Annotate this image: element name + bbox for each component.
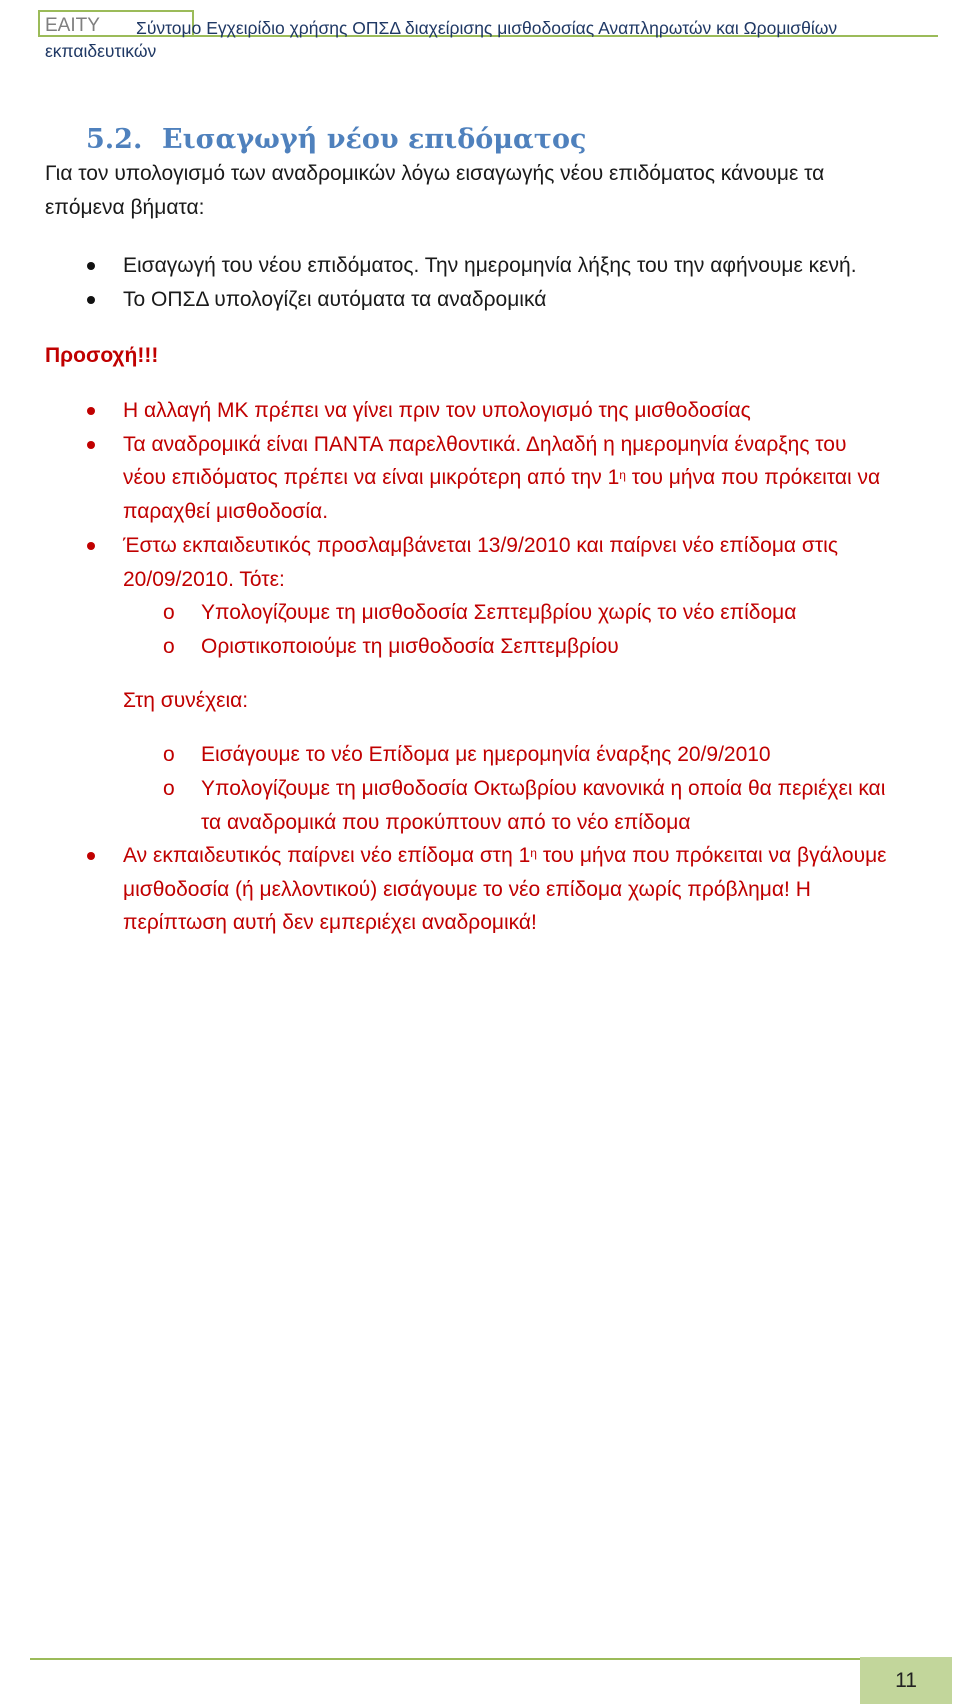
note-3-line-2: 20/09/2010. Τότε: — [123, 568, 285, 591]
step-item-2: Το ΟΠΣΔ υπολογίζει αυτόματα τα αναδρομικά — [123, 288, 547, 311]
bullet-icon — [87, 542, 95, 550]
sub-bullet-icon: o — [163, 635, 175, 658]
note-2-line-2-text-end: του μήνα που πρόκειται να — [625, 466, 881, 489]
superscript: η — [619, 468, 626, 482]
bullet-icon — [87, 852, 95, 860]
sub-bullet-icon: o — [163, 777, 175, 800]
superscript: η — [530, 846, 537, 860]
note-4-line-1 — [123, 843, 887, 869]
step-item-1: Εισαγωγή του νέου επιδόματος. Την ημερομηνία λήξης του την αφήνουμε κενή. — [123, 254, 857, 277]
note-3-line-1: Έστω εκπαιδευτικός προσλαμβάνεται 13/9/2010 και παίρνει νέο επίδομα στις — [123, 534, 838, 557]
bullet-icon — [87, 262, 95, 270]
note-2-line-2 — [123, 465, 880, 491]
page-number: 11 — [895, 1669, 917, 1692]
then-label: Στη συνέχεια: — [123, 689, 249, 712]
section-heading — [86, 124, 586, 155]
note-4-line-3: περίπτωση αυτή δεν εμπεριέχει αναδρομικά! — [123, 911, 537, 934]
intro-line-2: επόμενα βήματα: — [45, 196, 205, 219]
footer-rule — [30, 1658, 952, 1660]
note-2-line-1: Τα αναδρομικά είναι ΠΑΝΤΑ παρελθοντικά. Δηλαδή η ημερομηνία έναρξης του — [123, 433, 847, 456]
header-org: ΕΑΙΤΥ — [45, 15, 100, 36]
intro-line-1: Για τον υπολογισμό των αναδρομικών λόγω εισαγωγής νέου επιδόματος κάνουμε τα — [45, 162, 825, 185]
then-sub-2-line-2: τα αναδρομικά που προκύπτουν από το νέο επίδομα — [201, 811, 691, 834]
then-sub-1: Εισάγουμε το νέο Επίδομα με ημερομηνία έναρξης 20/9/2010 — [201, 743, 771, 766]
section-title: Εισαγωγή νέου επιδόματος — [162, 124, 587, 155]
section-number: 5.2. — [86, 124, 143, 155]
note-2-line-3: παραχθεί μισθοδοσία. — [123, 500, 329, 523]
sub-bullet-icon: o — [163, 743, 175, 766]
bullet-icon — [87, 407, 95, 415]
bullet-icon — [87, 441, 95, 449]
sub-bullet-icon: o — [163, 601, 175, 624]
header-title-continued: εκπαιδευτικών — [45, 41, 157, 61]
note-4-line-2: μισθοδοσία (ή μελλοντικού) εισάγουμε το νέο επίδομα χωρίς πρόβλημα! Η — [123, 878, 811, 901]
note-3-sub-1: Υπολογίζουμε τη μισθοδοσία Σεπτεμβρίου χωρίς το νέο επίδομα — [201, 601, 797, 624]
header-title: Σύντομο Εγχειρίδιο χρήσης ΟΠΣΔ διαχείρισης μισθοδοσίας Αναπληρωτών και Ωρομισθίων — [136, 18, 838, 38]
note-1: Η αλλαγή ΜΚ πρέπει να γίνει πριν τον υπολογισμό της μισθοδοσίας — [123, 399, 751, 422]
warning-label: Προσοχή!!! — [45, 344, 159, 367]
note-3-sub-2: Οριστικοποιούμε τη μισθοδοσία Σεπτεμβρίου — [201, 635, 619, 658]
note-4-line-1-text-end: του μήνα που πρόκειται να βγάλουμε — [536, 844, 887, 867]
note-2-line-2-text: νέου επιδόματος πρέπει να είναι μικρότερη από την 1 — [123, 466, 620, 489]
note-4-line-1-text: Αν εκπαιδευτικός παίρνει νέο επίδομα στη 1 — [123, 844, 531, 867]
bullet-icon — [87, 296, 95, 304]
then-sub-2-line-1: Υπολογίζουμε τη μισθοδοσία Οκτωβρίου κανονικά η οποία θα περιέχει και — [201, 777, 886, 800]
